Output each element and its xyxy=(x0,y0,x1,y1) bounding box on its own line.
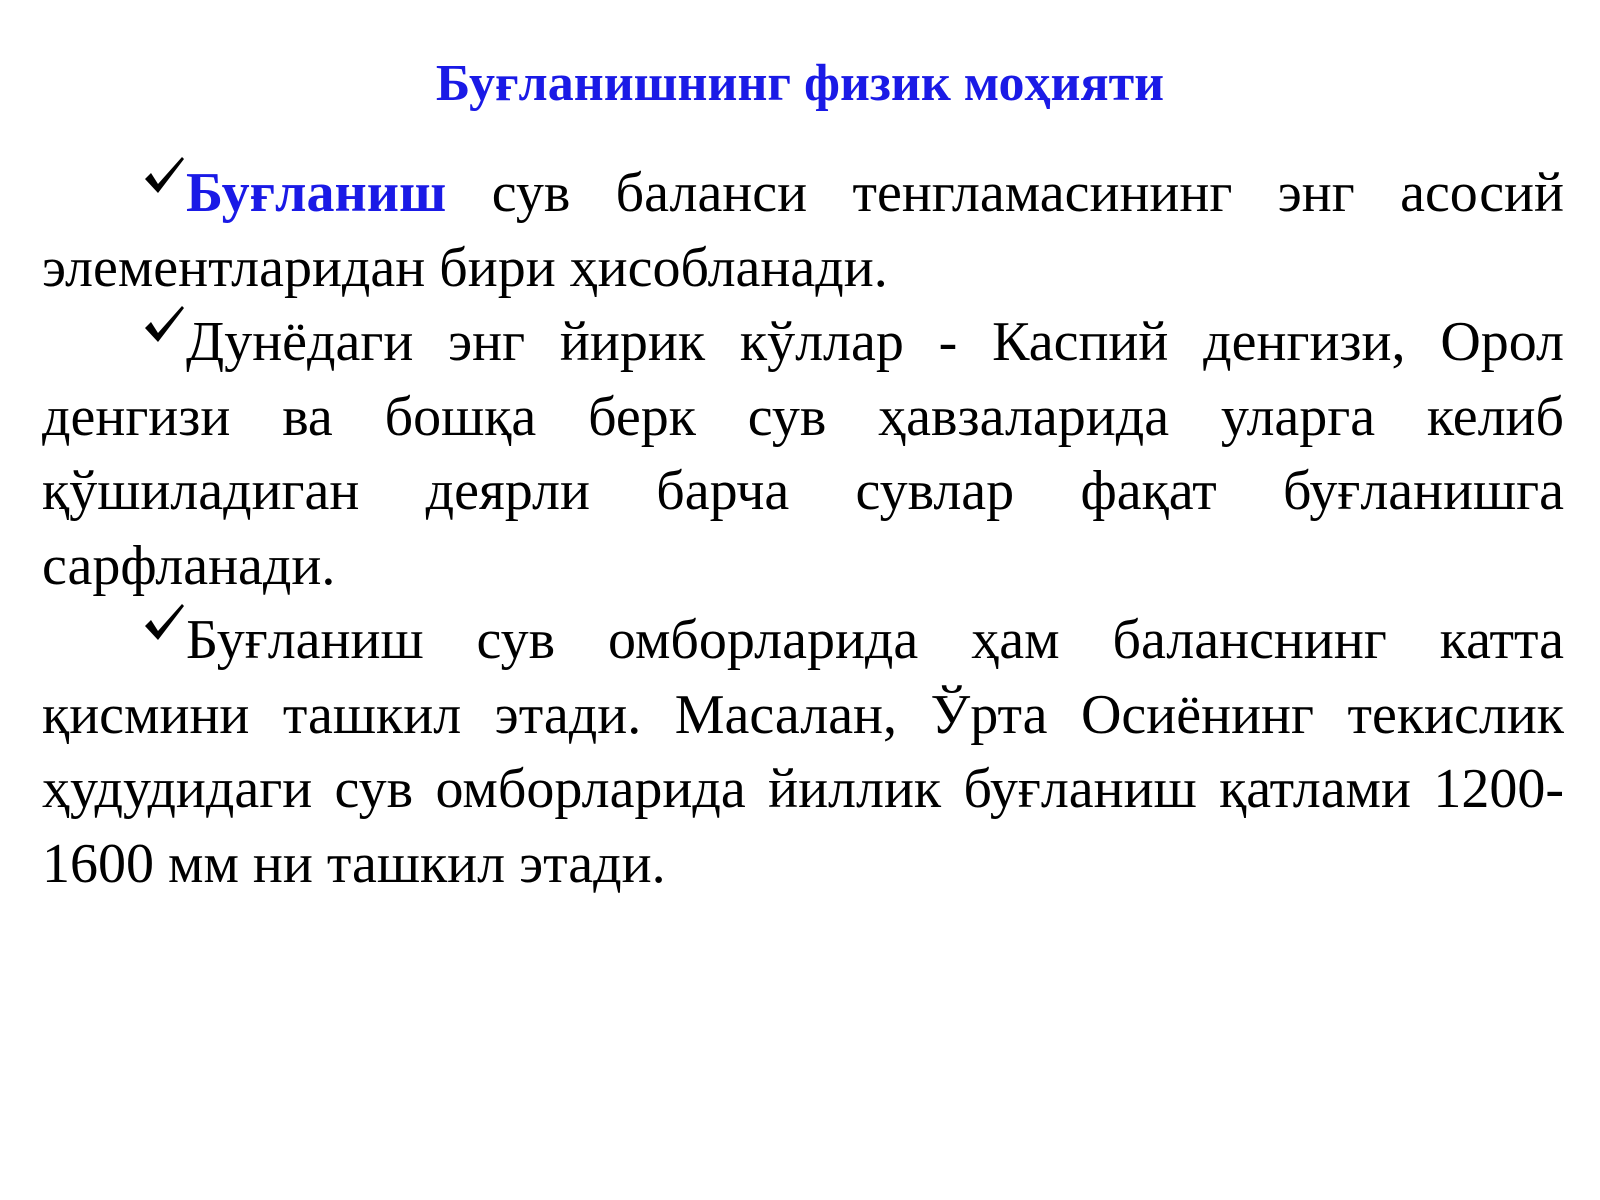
term-bugʻlanish: Буғланиш xyxy=(186,162,447,224)
bullet-paragraph-2 xyxy=(42,305,1564,603)
checkmark-icon xyxy=(142,302,186,346)
paragraph-text: Буғланиш сув омборларида ҳам баланснинг катта қисмини ташкил этади. Масалан, Ўрта Осиёнинг текислик ҳудудидаги сув омборларида йиллик буғланиш қатлами 1200-1600 мм ни ташкил этади. xyxy=(42,609,1564,895)
bullet-paragraph-1 xyxy=(42,156,1564,305)
paragraph-text: Дунёдаги энг йирик кўллар - Каспий денгизи, Орол денгизи ва бошқа берк сув ҳавзаларида уларга келиб қўшиладиган деярли барча сувлар фақат буғланишга сарфланади. xyxy=(42,311,1564,597)
checkmark-icon xyxy=(142,153,186,197)
slide-title: Буғланишнинг физик моҳияти xyxy=(435,55,1165,112)
slide-body xyxy=(42,156,1564,901)
paragraph-text: сув баланси тенгламасининг энг асосий элементларидан бири ҳисобланади. xyxy=(42,162,1564,299)
bullet-paragraph-3 xyxy=(42,603,1564,901)
checkmark-icon xyxy=(142,600,186,644)
